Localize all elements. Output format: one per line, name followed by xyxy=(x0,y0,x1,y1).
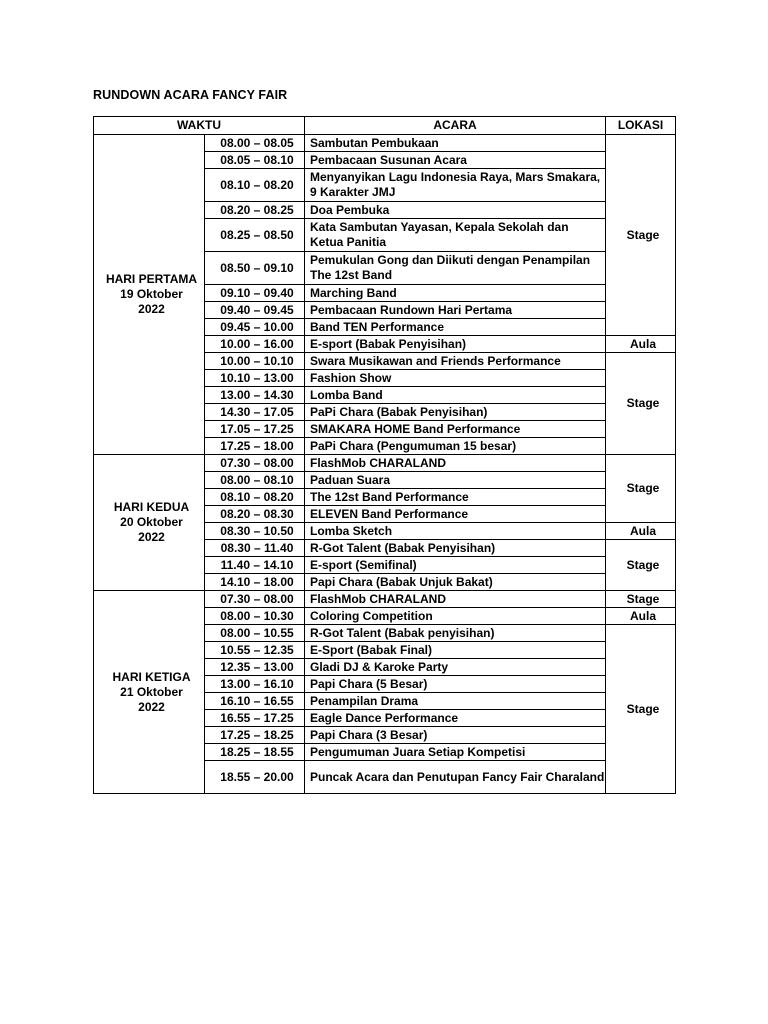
event-cell: Coloring Competition xyxy=(305,608,606,625)
time-cell: 13.00 – 16.10 xyxy=(205,676,305,693)
location-cell: Stage xyxy=(606,540,676,591)
event-cell: Doa Pembuka xyxy=(305,202,606,219)
event-cell: Eagle Dance Performance xyxy=(305,710,606,727)
time-cell: 11.40 – 14.10 xyxy=(205,557,305,574)
time-cell: 10.10 – 13.00 xyxy=(205,370,305,387)
day-name: HARI KEDUA xyxy=(113,500,190,514)
event-cell: Gladi DJ & Karoke Party xyxy=(305,659,606,676)
location-cell: Stage xyxy=(606,591,676,608)
event-cell: FlashMob CHARALAND xyxy=(305,591,606,608)
event-cell: Penampilan Drama xyxy=(305,693,606,710)
time-cell: 08.00 – 08.10 xyxy=(205,472,305,489)
page-title: RUNDOWN ACARA FANCY FAIR xyxy=(93,88,288,102)
day-date: 20 Oktober xyxy=(120,515,183,529)
event-cell: Papi Chara (3 Besar) xyxy=(305,727,606,744)
time-cell: 08.05 – 08.10 xyxy=(205,152,305,169)
event-cell: R-Got Talent (Babak penyisihan) xyxy=(305,625,606,642)
time-cell: 16.10 – 16.55 xyxy=(205,693,305,710)
table-row xyxy=(94,591,676,608)
event-cell: Pembacaan Rundown Hari Pertama xyxy=(305,302,606,319)
time-cell: 08.30 – 10.50 xyxy=(205,523,305,540)
event-cell: E-sport (Babak Penyisihan) xyxy=(305,336,606,353)
event-cell: Fashion Show xyxy=(305,370,606,387)
day-cell-2 xyxy=(94,455,205,591)
location-cell: Stage xyxy=(606,135,676,336)
day-year: 2022 xyxy=(138,530,165,544)
time-cell: 09.10 – 09.40 xyxy=(205,285,305,302)
table-row xyxy=(94,135,676,152)
time-cell: 08.30 – 11.40 xyxy=(205,540,305,557)
event-cell: Menyanyikan Lagu Indonesia Raya, Mars Smakara, 9 Karakter JMJ xyxy=(305,169,606,202)
time-cell: 08.00 – 10.30 xyxy=(205,608,305,625)
day-cell-3 xyxy=(94,591,205,794)
time-cell: 08.00 – 08.05 xyxy=(205,135,305,152)
event-cell: Pembacaan Susunan Acara xyxy=(305,152,606,169)
day-year: 2022 xyxy=(138,699,165,714)
time-cell: 08.20 – 08.25 xyxy=(205,202,305,219)
time-cell: 08.25 – 08.50 xyxy=(205,219,305,252)
event-cell: ELEVEN Band Performance xyxy=(305,506,606,523)
time-cell: 16.55 – 17.25 xyxy=(205,710,305,727)
day-date: 19 Oktober xyxy=(120,287,183,301)
header-lokasi: LOKASI xyxy=(606,117,676,135)
time-cell: 17.25 – 18.00 xyxy=(205,438,305,455)
event-cell: Papi Chara (5 Besar) xyxy=(305,676,606,693)
day-name: HARI KETIGA xyxy=(112,669,191,684)
event-cell: Marching Band xyxy=(305,285,606,302)
event-cell: Sambutan Pembukaan xyxy=(305,135,606,152)
time-cell: 10.00 – 10.10 xyxy=(205,353,305,370)
time-cell: 14.10 – 18.00 xyxy=(205,574,305,591)
time-cell: 14.30 – 17.05 xyxy=(205,404,305,421)
event-cell: Lomba Band xyxy=(305,387,606,404)
header-waktu: WAKTU xyxy=(94,117,305,135)
day-date: 21 Oktober xyxy=(120,684,183,699)
event-cell: Pemukulan Gong dan Diikuti dengan Penampilan The 12st Band xyxy=(305,252,606,285)
day-name: HARI PERTAMA xyxy=(105,272,198,286)
event-cell: Band TEN Performance xyxy=(305,319,606,336)
event-cell: Papi Chara (Babak Unjuk Bakat) xyxy=(305,574,606,591)
table-row xyxy=(94,455,676,472)
time-cell: 17.25 – 18.25 xyxy=(205,727,305,744)
time-cell: 08.10 – 08.20 xyxy=(205,489,305,506)
event-cell: E-sport (Semifinal) xyxy=(305,557,606,574)
time-cell: 08.10 – 08.20 xyxy=(205,169,305,202)
time-cell: 09.40 – 09.45 xyxy=(205,302,305,319)
location-cell: Stage xyxy=(606,455,676,523)
event-cell: E-Sport (Babak Final) xyxy=(305,642,606,659)
event-cell: The 12st Band Performance xyxy=(305,489,606,506)
time-cell: 09.45 – 10.00 xyxy=(205,319,305,336)
day-cell-1 xyxy=(94,135,205,455)
location-cell: Stage xyxy=(606,353,676,455)
location-cell: Stage xyxy=(606,625,676,794)
time-cell: 13.00 – 14.30 xyxy=(205,387,305,404)
event-cell: R-Got Talent (Babak Penyisihan) xyxy=(305,540,606,557)
time-cell: 08.50 – 09.10 xyxy=(205,252,305,285)
location-cell: Aula xyxy=(606,523,676,540)
event-cell: SMAKARA HOME Band Performance xyxy=(305,421,606,438)
event-cell: Pengumuman Juara Setiap Kompetisi xyxy=(305,744,606,761)
time-cell: 17.05 – 17.25 xyxy=(205,421,305,438)
time-cell: 10.55 – 12.35 xyxy=(205,642,305,659)
event-cell: Paduan Suara xyxy=(305,472,606,489)
event-cell: PaPi Chara (Babak Penyisihan) xyxy=(305,404,606,421)
time-cell: 07.30 – 08.00 xyxy=(205,455,305,472)
time-cell: 18.55 – 20.00 xyxy=(205,761,305,794)
header-acara: ACARA xyxy=(305,117,606,135)
time-cell: 18.25 – 18.55 xyxy=(205,744,305,761)
location-cell: Aula xyxy=(606,336,676,353)
event-cell: Lomba Sketch xyxy=(305,523,606,540)
rundown-table xyxy=(93,116,676,794)
location-cell: Aula xyxy=(606,608,676,625)
time-cell: 08.00 – 10.55 xyxy=(205,625,305,642)
time-cell: 07.30 – 08.00 xyxy=(205,591,305,608)
table-header-row xyxy=(94,117,676,135)
event-cell: Swara Musikawan and Friends Performance xyxy=(305,353,606,370)
time-cell: 12.35 – 13.00 xyxy=(205,659,305,676)
event-cell: Kata Sambutan Yayasan, Kepala Sekolah dan Ketua Panitia xyxy=(305,219,606,252)
time-cell: 10.00 – 16.00 xyxy=(205,336,305,353)
time-cell: 08.20 – 08.30 xyxy=(205,506,305,523)
event-cell: FlashMob CHARALAND xyxy=(305,455,606,472)
day-year: 2022 xyxy=(138,302,165,316)
event-cell: Puncak Acara dan Penutupan Fancy Fair Charaland xyxy=(305,761,606,794)
event-cell: PaPi Chara (Pengumuman 15 besar) xyxy=(305,438,606,455)
